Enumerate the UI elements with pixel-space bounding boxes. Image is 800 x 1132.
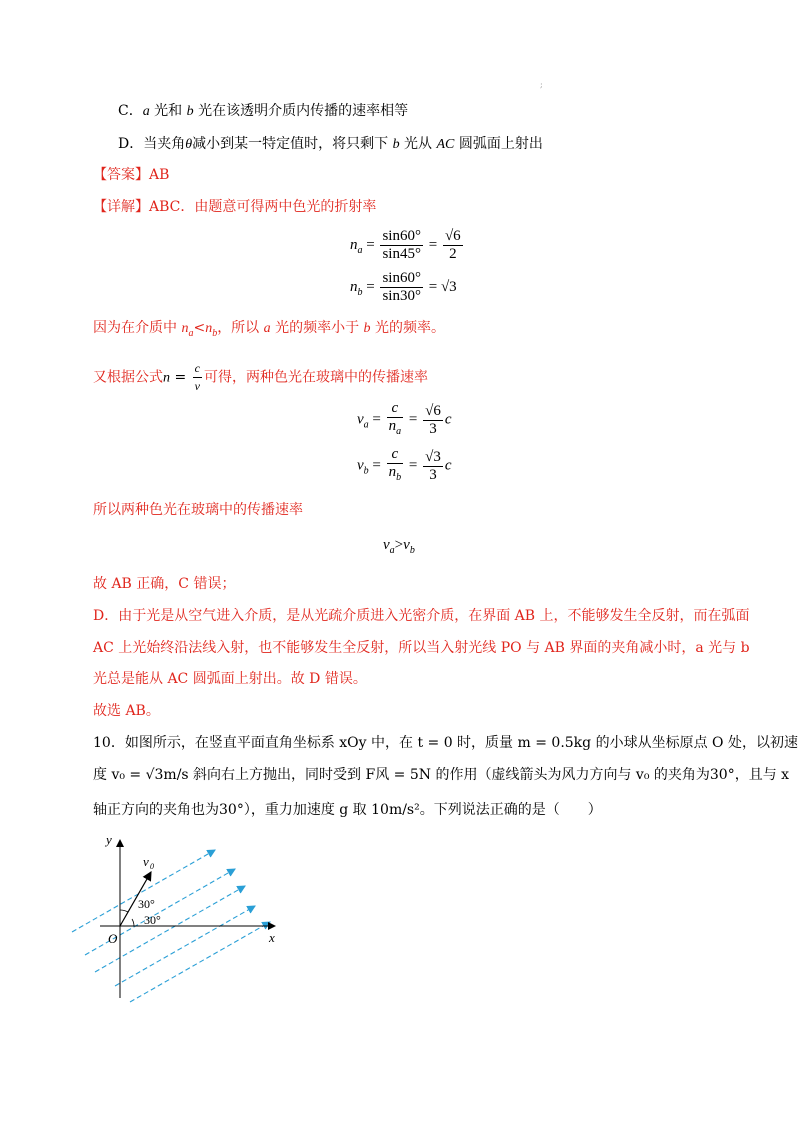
origin-label: O: [108, 931, 118, 946]
formula-line: 又根据公式n = $\frac{c}{v}$ 可得，两种色光在玻璃中的传播速率: [93, 361, 428, 393]
wind-line-3: [95, 886, 245, 972]
angle-label-2: 30°: [144, 913, 161, 927]
option-c-rest: 光在该透明介质内传播的速率相等: [193, 103, 409, 119]
option-d: [118, 134, 543, 155]
option-c-mid: 光和: [149, 103, 187, 119]
d-explain-3: 光总是能从 AC 圆弧面上射出。故 D 错误。: [93, 671, 367, 687]
equation-na: $n_a$ = $\frac{\sin 60^\circ}{\sin 45^\circ}$ = $\frac{√6}{2}$: [350, 228, 461, 262]
speed-line: 所以两种色光在玻璃中的传播速率: [93, 502, 303, 518]
q10-line-3: 轴正方向的夹角也为30°），重力加速度 g 取 10m/s²。下列说法正确的是（ ）: [93, 802, 602, 818]
v0-sub: 0: [150, 862, 154, 871]
option-d-mid1: 减小到某一特定值时，将只剩下: [192, 136, 393, 152]
q10-line-2: 度 v₀ = √3m/s 斜向右上方抛出，同时受到 F风 = 5N 的作用（虚线箭头为风力方向与 v₀ 的夹角为30°，且与 x: [93, 767, 790, 783]
angle-label-1: 30°: [138, 897, 155, 911]
frequency-line: 因为在介质中 $n_a<n_b$，所以 a 光的频率小于 b 光的频率。: [93, 320, 445, 339]
q10-line-1: 10．如图所示，在竖直平面直角坐标系 xOy 中，在 t = 0 时，质量 m = 0.5kg 的小球从坐标原点 O 处，以初速: [93, 735, 798, 751]
v0-label: v: [143, 854, 149, 869]
equation-nb: $n_b$ = $\frac{\sin 60^\circ}{\sin 30^\circ}$ = √3: [350, 270, 457, 304]
option-c: [118, 101, 408, 122]
x-label: x: [269, 930, 275, 945]
option-d-prefix: D．当夹角: [118, 136, 186, 152]
option-d-ac: AC: [436, 137, 455, 152]
corner-mark: ;: [540, 80, 543, 89]
equation-va: $v_a$ = $\frac{c}{n_a}$ = $\frac{√6}{3}$ c: [357, 400, 452, 437]
option-d-theta: θ: [185, 137, 193, 152]
d-explain-1: D．由于光是从空气进入介质，是从光疏介质进入光密介质，在界面 AB 上，不能够发生全反射，而在弧面: [93, 608, 750, 624]
choose-line: 故选 AB。: [93, 703, 160, 719]
angle-arc-2: [132, 919, 134, 926]
option-d-b: b: [392, 137, 400, 152]
d-explain-2: AC 上光始终沿法线入射，也不能够发生全反射，所以当入射光线 PO 与 AB 界面的夹角减小时，a 光与 b: [93, 640, 750, 656]
option-c-prefix: C．: [118, 103, 143, 119]
angle-arc-1: [120, 910, 128, 912]
equation-compare: $v_a>v_b$: [383, 537, 415, 556]
ab-correct: 故 AB 正确，C 错误；: [93, 576, 236, 592]
answer: 【答案】AB: [93, 167, 170, 183]
wind-line-5: [130, 922, 270, 1002]
detail-intro: 【详解】ABC．由题意可得两中色光的折射率: [93, 199, 377, 215]
coordinate-diagram: [70, 830, 290, 1010]
option-d-mid2: 光从: [399, 136, 437, 152]
option-d-rest: 圆弧面上射出: [454, 136, 543, 152]
option-c-a: a: [142, 104, 150, 119]
option-c-b: b: [186, 104, 194, 119]
wind-line-4: [115, 906, 255, 986]
y-label: y: [106, 832, 112, 847]
equation-vb: $v_b$ = $\frac{c}{n_b}$ = $\frac{√3}{3}$ c: [357, 446, 452, 483]
